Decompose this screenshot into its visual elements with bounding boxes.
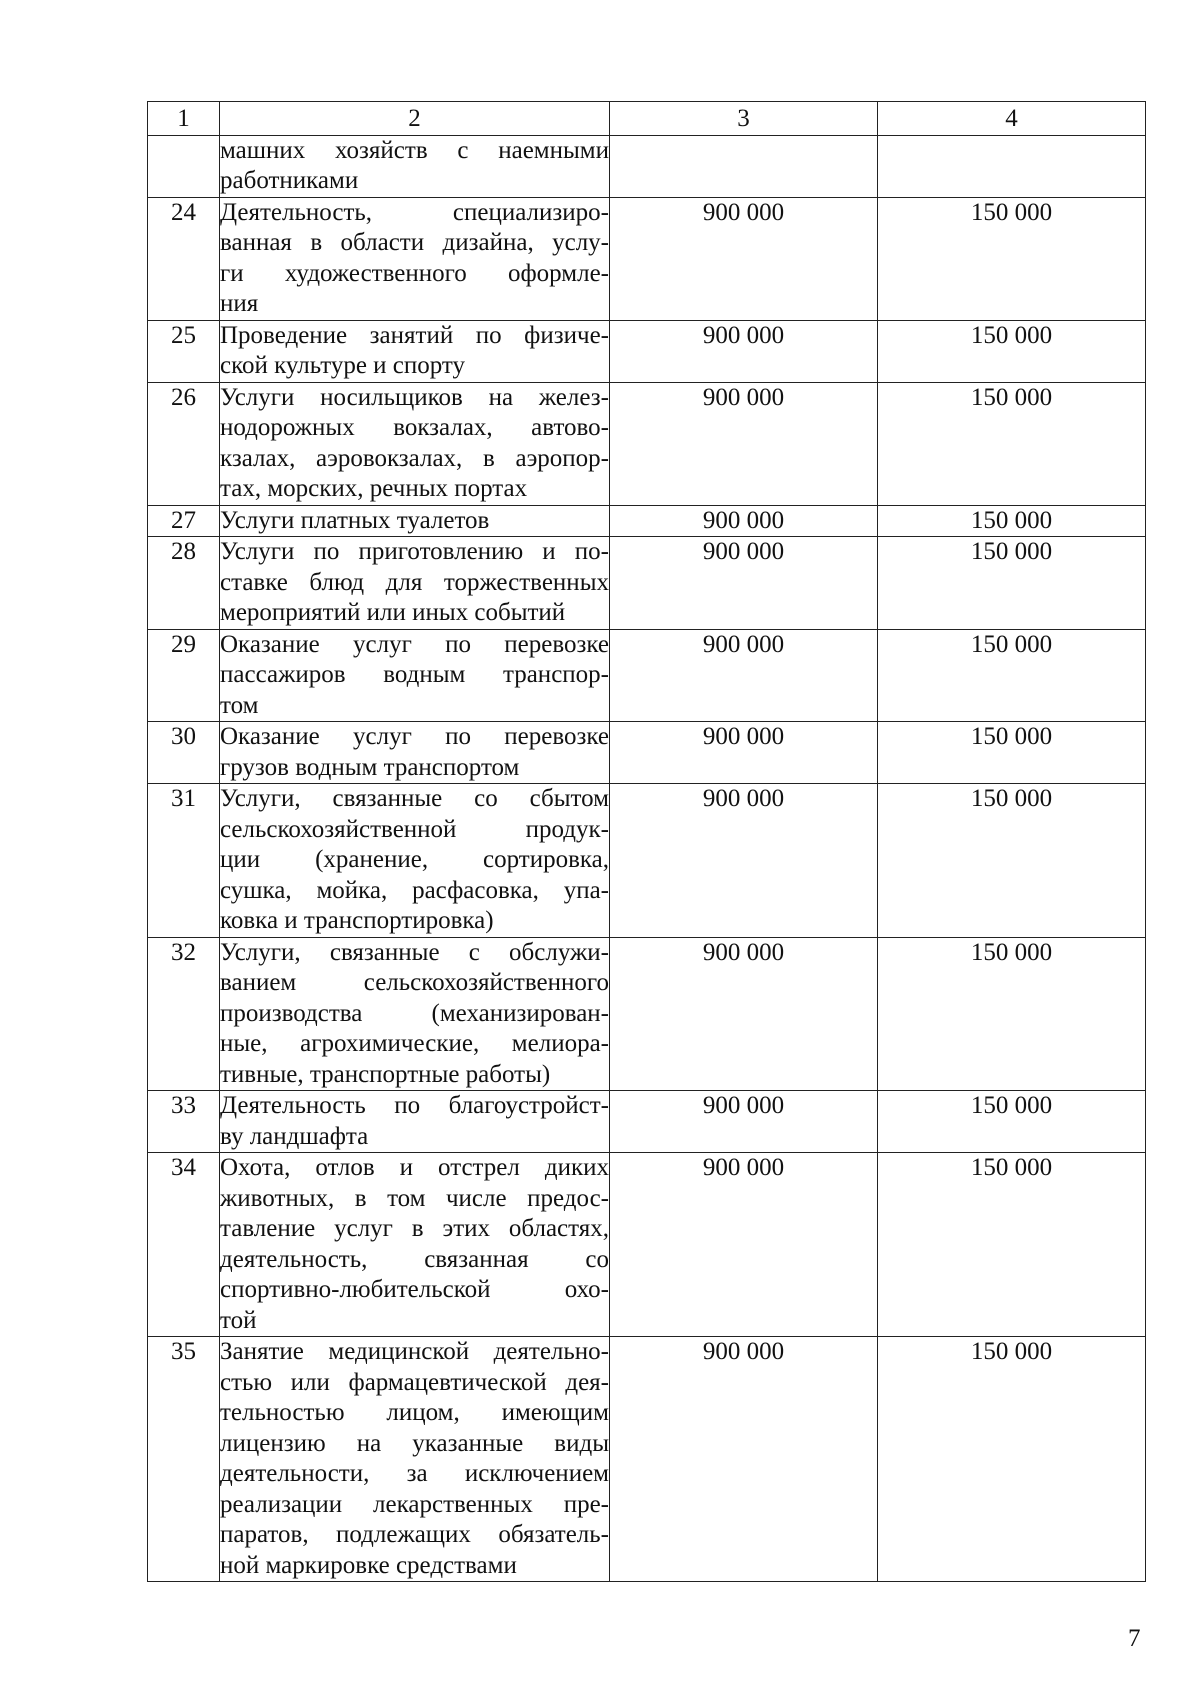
row-description bbox=[220, 784, 610, 938]
row-description bbox=[220, 1337, 610, 1582]
header-col-4: 4 bbox=[878, 102, 1146, 136]
row-number: 31 bbox=[148, 784, 220, 938]
description-line: ву ландшафта bbox=[220, 1122, 369, 1150]
col4-value: 150 000 bbox=[878, 505, 1146, 537]
row-description bbox=[220, 722, 610, 784]
continuation-col3-cell bbox=[610, 135, 878, 197]
row-description bbox=[220, 937, 610, 1091]
description-line: паратов, подлежащих обязатель- bbox=[220, 1521, 609, 1548]
table-row bbox=[148, 629, 1146, 722]
description-line: Занятие медицинской деятельно- bbox=[220, 1338, 609, 1365]
table-row bbox=[148, 937, 1146, 1091]
col3-value: 900 000 bbox=[610, 1091, 878, 1153]
col4-value: 150 000 bbox=[878, 937, 1146, 1091]
description-line: ции (хранение, сортировка, bbox=[220, 846, 609, 873]
col4-value: 150 000 bbox=[878, 784, 1146, 938]
row-number: 32 bbox=[148, 937, 220, 1091]
col3-value: 900 000 bbox=[610, 537, 878, 630]
description-line: тивные, транспортные работы) bbox=[220, 1060, 551, 1088]
col4-value: 150 000 bbox=[878, 537, 1146, 630]
description-line: деятельность, связанная со bbox=[220, 1245, 609, 1273]
col4-value: 150 000 bbox=[878, 197, 1146, 320]
description-line: Оказание услуг по перевозке bbox=[220, 723, 609, 750]
description-line: Услуги платных туалетов bbox=[220, 506, 490, 534]
continuation-line: машних хозяйств с наемными bbox=[220, 136, 609, 164]
header-row bbox=[148, 102, 1146, 136]
table-row bbox=[148, 505, 1146, 537]
col4-value: 150 000 bbox=[878, 1153, 1146, 1337]
row-description bbox=[220, 629, 610, 722]
row-description bbox=[220, 537, 610, 630]
description-line: ния bbox=[220, 290, 259, 317]
table-row bbox=[148, 537, 1146, 630]
description-line: ставке блюд для торжественных bbox=[220, 568, 609, 596]
description-line: Деятельность по благоустройст- bbox=[220, 1092, 609, 1119]
description-line: Деятельность, специализиро- bbox=[220, 198, 609, 226]
description-line: деятельности, за исключением bbox=[220, 1460, 609, 1487]
description-line: Услуги носильщиков на желез- bbox=[220, 383, 609, 411]
col3-value: 900 000 bbox=[610, 505, 878, 537]
col3-value: 900 000 bbox=[610, 382, 878, 505]
description-line: Охота, отлов и отстрел диких bbox=[220, 1154, 609, 1181]
header-col-3: 3 bbox=[610, 102, 878, 136]
description-line: реализации лекарственных пре- bbox=[220, 1490, 609, 1518]
description-line: ковка и транспортировка) bbox=[220, 907, 494, 934]
row-number: 24 bbox=[148, 197, 220, 320]
description-line: ванная в области дизайна, услу- bbox=[220, 229, 609, 256]
col4-value: 150 000 bbox=[878, 1091, 1146, 1153]
col4-value: 150 000 bbox=[878, 382, 1146, 505]
description-line: нодорожных вокзалах, автово- bbox=[220, 414, 609, 441]
description-line: том bbox=[220, 691, 259, 719]
col4-value: 150 000 bbox=[878, 1337, 1146, 1582]
description-line: животных, в том числе предос- bbox=[220, 1184, 609, 1212]
row-number: 34 bbox=[148, 1153, 220, 1337]
description-line: мероприятий или иных событий bbox=[220, 599, 566, 626]
description-line: Проведение занятий по физиче- bbox=[220, 321, 609, 349]
col3-value: 900 000 bbox=[610, 784, 878, 938]
description-line: лицензию на указанные виды bbox=[220, 1429, 609, 1457]
row-number: 25 bbox=[148, 320, 220, 382]
page-number: 7 bbox=[1128, 1625, 1141, 1652]
table-row bbox=[148, 197, 1146, 320]
continuation-num-cell bbox=[148, 135, 220, 197]
continuation-desc-cell bbox=[220, 135, 610, 197]
description-line: сушка, мойка, расфасовка, упа- bbox=[220, 876, 609, 904]
row-number: 30 bbox=[148, 722, 220, 784]
description-line: ной маркировке средствами bbox=[220, 1551, 517, 1579]
description-line: грузов водным транспортом bbox=[220, 753, 520, 781]
description-line: той bbox=[220, 1306, 257, 1334]
col4-value: 150 000 bbox=[878, 629, 1146, 722]
description-line: Услуги по приготовлению и по- bbox=[220, 538, 609, 565]
description-line: стью или фармацевтической дея- bbox=[220, 1368, 609, 1396]
col3-value: 900 000 bbox=[610, 1337, 878, 1582]
header-col-2: 2 bbox=[220, 102, 610, 136]
description-line: Оказание услуг по перевозке bbox=[220, 630, 609, 658]
description-line: ванием сельскохозяйственного bbox=[220, 969, 609, 996]
col3-value: 900 000 bbox=[610, 722, 878, 784]
description-line: ги художественного оформле- bbox=[220, 259, 609, 287]
table-row bbox=[148, 320, 1146, 382]
description-line: Услуги, связанные с обслужи- bbox=[220, 938, 609, 966]
col3-value: 900 000 bbox=[610, 320, 878, 382]
col3-value: 900 000 bbox=[610, 629, 878, 722]
table-row bbox=[148, 1153, 1146, 1337]
row-number: 26 bbox=[148, 382, 220, 505]
continuation-col4-cell bbox=[878, 135, 1146, 197]
description-line: спортивно-любительской охо- bbox=[220, 1276, 609, 1303]
description-line: ные, агрохимические, мелиора- bbox=[220, 1030, 609, 1057]
table-row bbox=[148, 1091, 1146, 1153]
col3-value: 900 000 bbox=[610, 1153, 878, 1337]
row-description bbox=[220, 1153, 610, 1337]
table-body bbox=[148, 135, 1146, 1582]
table-row bbox=[148, 1337, 1146, 1582]
row-description bbox=[220, 1091, 610, 1153]
row-description bbox=[220, 320, 610, 382]
col4-value: 150 000 bbox=[878, 320, 1146, 382]
tariff-table bbox=[147, 101, 1146, 1582]
table-row bbox=[148, 784, 1146, 938]
description-line: пассажиров водным транспор- bbox=[220, 661, 609, 688]
header-col-1: 1 bbox=[148, 102, 220, 136]
row-number: 35 bbox=[148, 1337, 220, 1582]
row-number: 28 bbox=[148, 537, 220, 630]
col4-value: 150 000 bbox=[878, 722, 1146, 784]
table-row bbox=[148, 722, 1146, 784]
row-number: 27 bbox=[148, 505, 220, 537]
description-line: производства (механизирован- bbox=[220, 999, 609, 1027]
description-line: тах, морских, речных портах bbox=[220, 475, 528, 502]
description-line: тельностью лицом, имеющим bbox=[220, 1399, 609, 1426]
description-line: кзалах, аэровокзалах, в аэропор- bbox=[220, 444, 609, 472]
row-number: 33 bbox=[148, 1091, 220, 1153]
description-line: ской культуре и спорту bbox=[220, 352, 466, 379]
description-line: Услуги, связанные со сбытом bbox=[220, 785, 609, 812]
row-description bbox=[220, 197, 610, 320]
row-description bbox=[220, 382, 610, 505]
col3-value: 900 000 bbox=[610, 197, 878, 320]
col3-value: 900 000 bbox=[610, 937, 878, 1091]
description-line: тавление услуг в этих областях, bbox=[220, 1215, 609, 1242]
row-description bbox=[220, 505, 610, 537]
row-number: 29 bbox=[148, 629, 220, 722]
description-line: сельскохозяйственной продук- bbox=[220, 815, 609, 843]
table-row bbox=[148, 382, 1146, 505]
continuation-row bbox=[148, 135, 1146, 197]
continuation-line: работниками bbox=[220, 167, 359, 194]
